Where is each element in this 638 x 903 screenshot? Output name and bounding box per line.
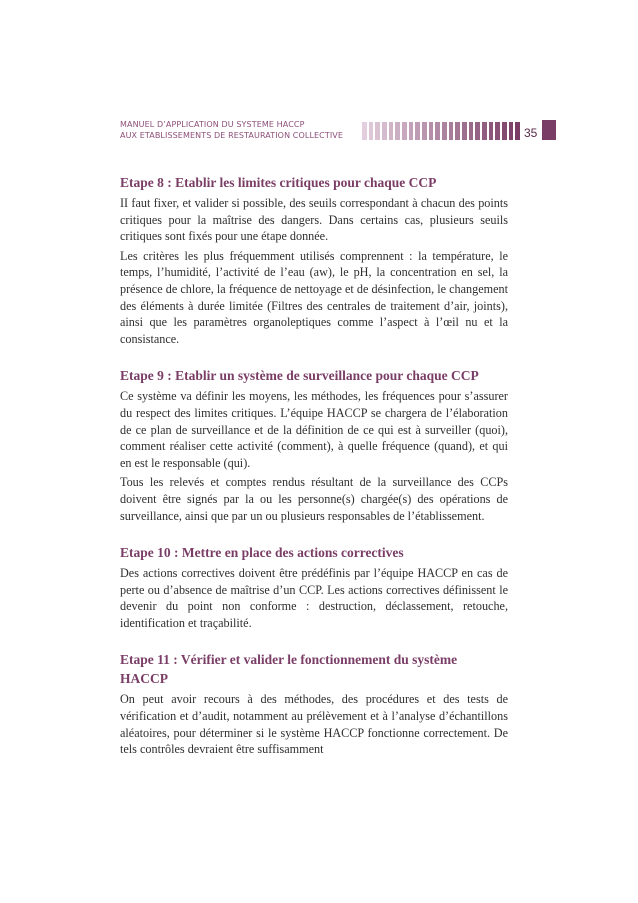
paragraph: On peut avoir recours à des méthodes, des procédures et des tests de vérification et d’audit, notamment au prélèvement et à l’analyse d’échantillons aléatoires, pour déterminer si le système HACCP fonctionne correctement. De tels contrôles devraient être suffisamment [120, 692, 508, 757]
decorative-bar-segment [382, 122, 387, 140]
section-heading: Etape 10 : Mettre en place des actions correctives [120, 545, 404, 561]
paragraph: II faut fixer, et valider si possible, des seuils correspondant à chacun des points critiques pour la maîtrise des dangers. Dans certains cas, plusieurs seuils critiques sont fixés pour une étape donnée. [120, 196, 508, 244]
section-etape-10 [120, 543, 508, 631]
header-title-line-1: MANUEL D’APPLICATION DU SYSTEME HACCP [120, 120, 305, 129]
header-decorative-bar [362, 122, 520, 140]
page-number: 35 [524, 126, 538, 140]
paragraph: Tous les relevés et comptes rendus résultant de la surveillance des CCPs doivent être signés par la ou les personne(s) chargée(s) des opérations de surveillance, ainsi que par un ou plusieurs responsables de l’établissement. [120, 475, 508, 523]
decorative-bar-segment [375, 122, 380, 140]
decorative-bar-segment [409, 122, 414, 140]
decorative-bar-segment [395, 122, 400, 140]
decorative-bar-segment [442, 122, 447, 140]
decorative-bar-segment [435, 122, 440, 140]
decorative-bar-segment [469, 122, 474, 140]
section-etape-8 [120, 173, 508, 347]
decorative-bar-segment [475, 122, 480, 140]
section-etape-11 [120, 650, 508, 757]
section-heading: Etape 9 : Etablir un système de surveillance pour chaque CCP [120, 368, 479, 384]
section-heading: Etape 11 : Vérifier et valider le fonctionnement du système HACCP [120, 652, 458, 687]
decorative-bar-segment [369, 122, 374, 140]
page-tab-block [542, 120, 556, 140]
paragraph: Des actions correctives doivent être prédéfinis par l’équipe HACCP en cas de perte ou d’absence de maîtrise d’un CCP. Les actions correctives définissent le devenir du point non conforme : destruction, déclassement, retouche, identification et traçabilité. [120, 566, 508, 630]
running-header [120, 119, 350, 141]
paragraph: Ce système va définir les moyens, les méthodes, les fréquences pour s’assurer du respect des limites critiques. L’équipe HACCP se chargera de l’élaboration de ce plan de surveillance et de la définition de ce qui est à surveiller (quoi), comment réaliser cette activité (comment), à quelle fréquence (quand), et qui en est le responsable (qui). [120, 389, 508, 470]
document-body [120, 173, 508, 777]
decorative-bar-segment [482, 122, 487, 140]
decorative-bar-segment [362, 122, 367, 140]
decorative-bar-segment [389, 122, 394, 140]
decorative-bar-segment [489, 122, 494, 140]
decorative-bar-segment [509, 122, 514, 140]
decorative-bar-segment [462, 122, 467, 140]
decorative-bar-segment [415, 122, 420, 140]
header-title-line-2: AUX ETABLISSEMENTS DE RESTAURATION COLLECTIVE [120, 131, 344, 140]
paragraph: Les critères les plus fréquemment utilisés comprennent : la température, le temps, l’humidité, l’activité de l’eau (aw), le pH, la concentration en sel, la présence de chlore, la fréquence de nettoyage et de désinfection, le changement des éléments à durée limitée (Filtres des centrales de traitement d’air, joints), ainsi que les paramètres organoleptiques comme l’aspect à l’œil nu et la consistance. [120, 248, 508, 346]
decorative-bar-segment [449, 122, 454, 140]
section-heading: Etape 8 : Etablir les limites critiques pour chaque CCP [120, 175, 437, 190]
decorative-bar-segment [429, 122, 434, 140]
decorative-bar-segment [502, 122, 507, 140]
section-etape-9 [120, 366, 508, 524]
decorative-bar-segment [495, 122, 500, 140]
decorative-bar-segment [402, 122, 407, 140]
decorative-bar-segment [515, 122, 520, 140]
decorative-bar-segment [455, 122, 460, 140]
decorative-bar-segment [422, 122, 427, 140]
